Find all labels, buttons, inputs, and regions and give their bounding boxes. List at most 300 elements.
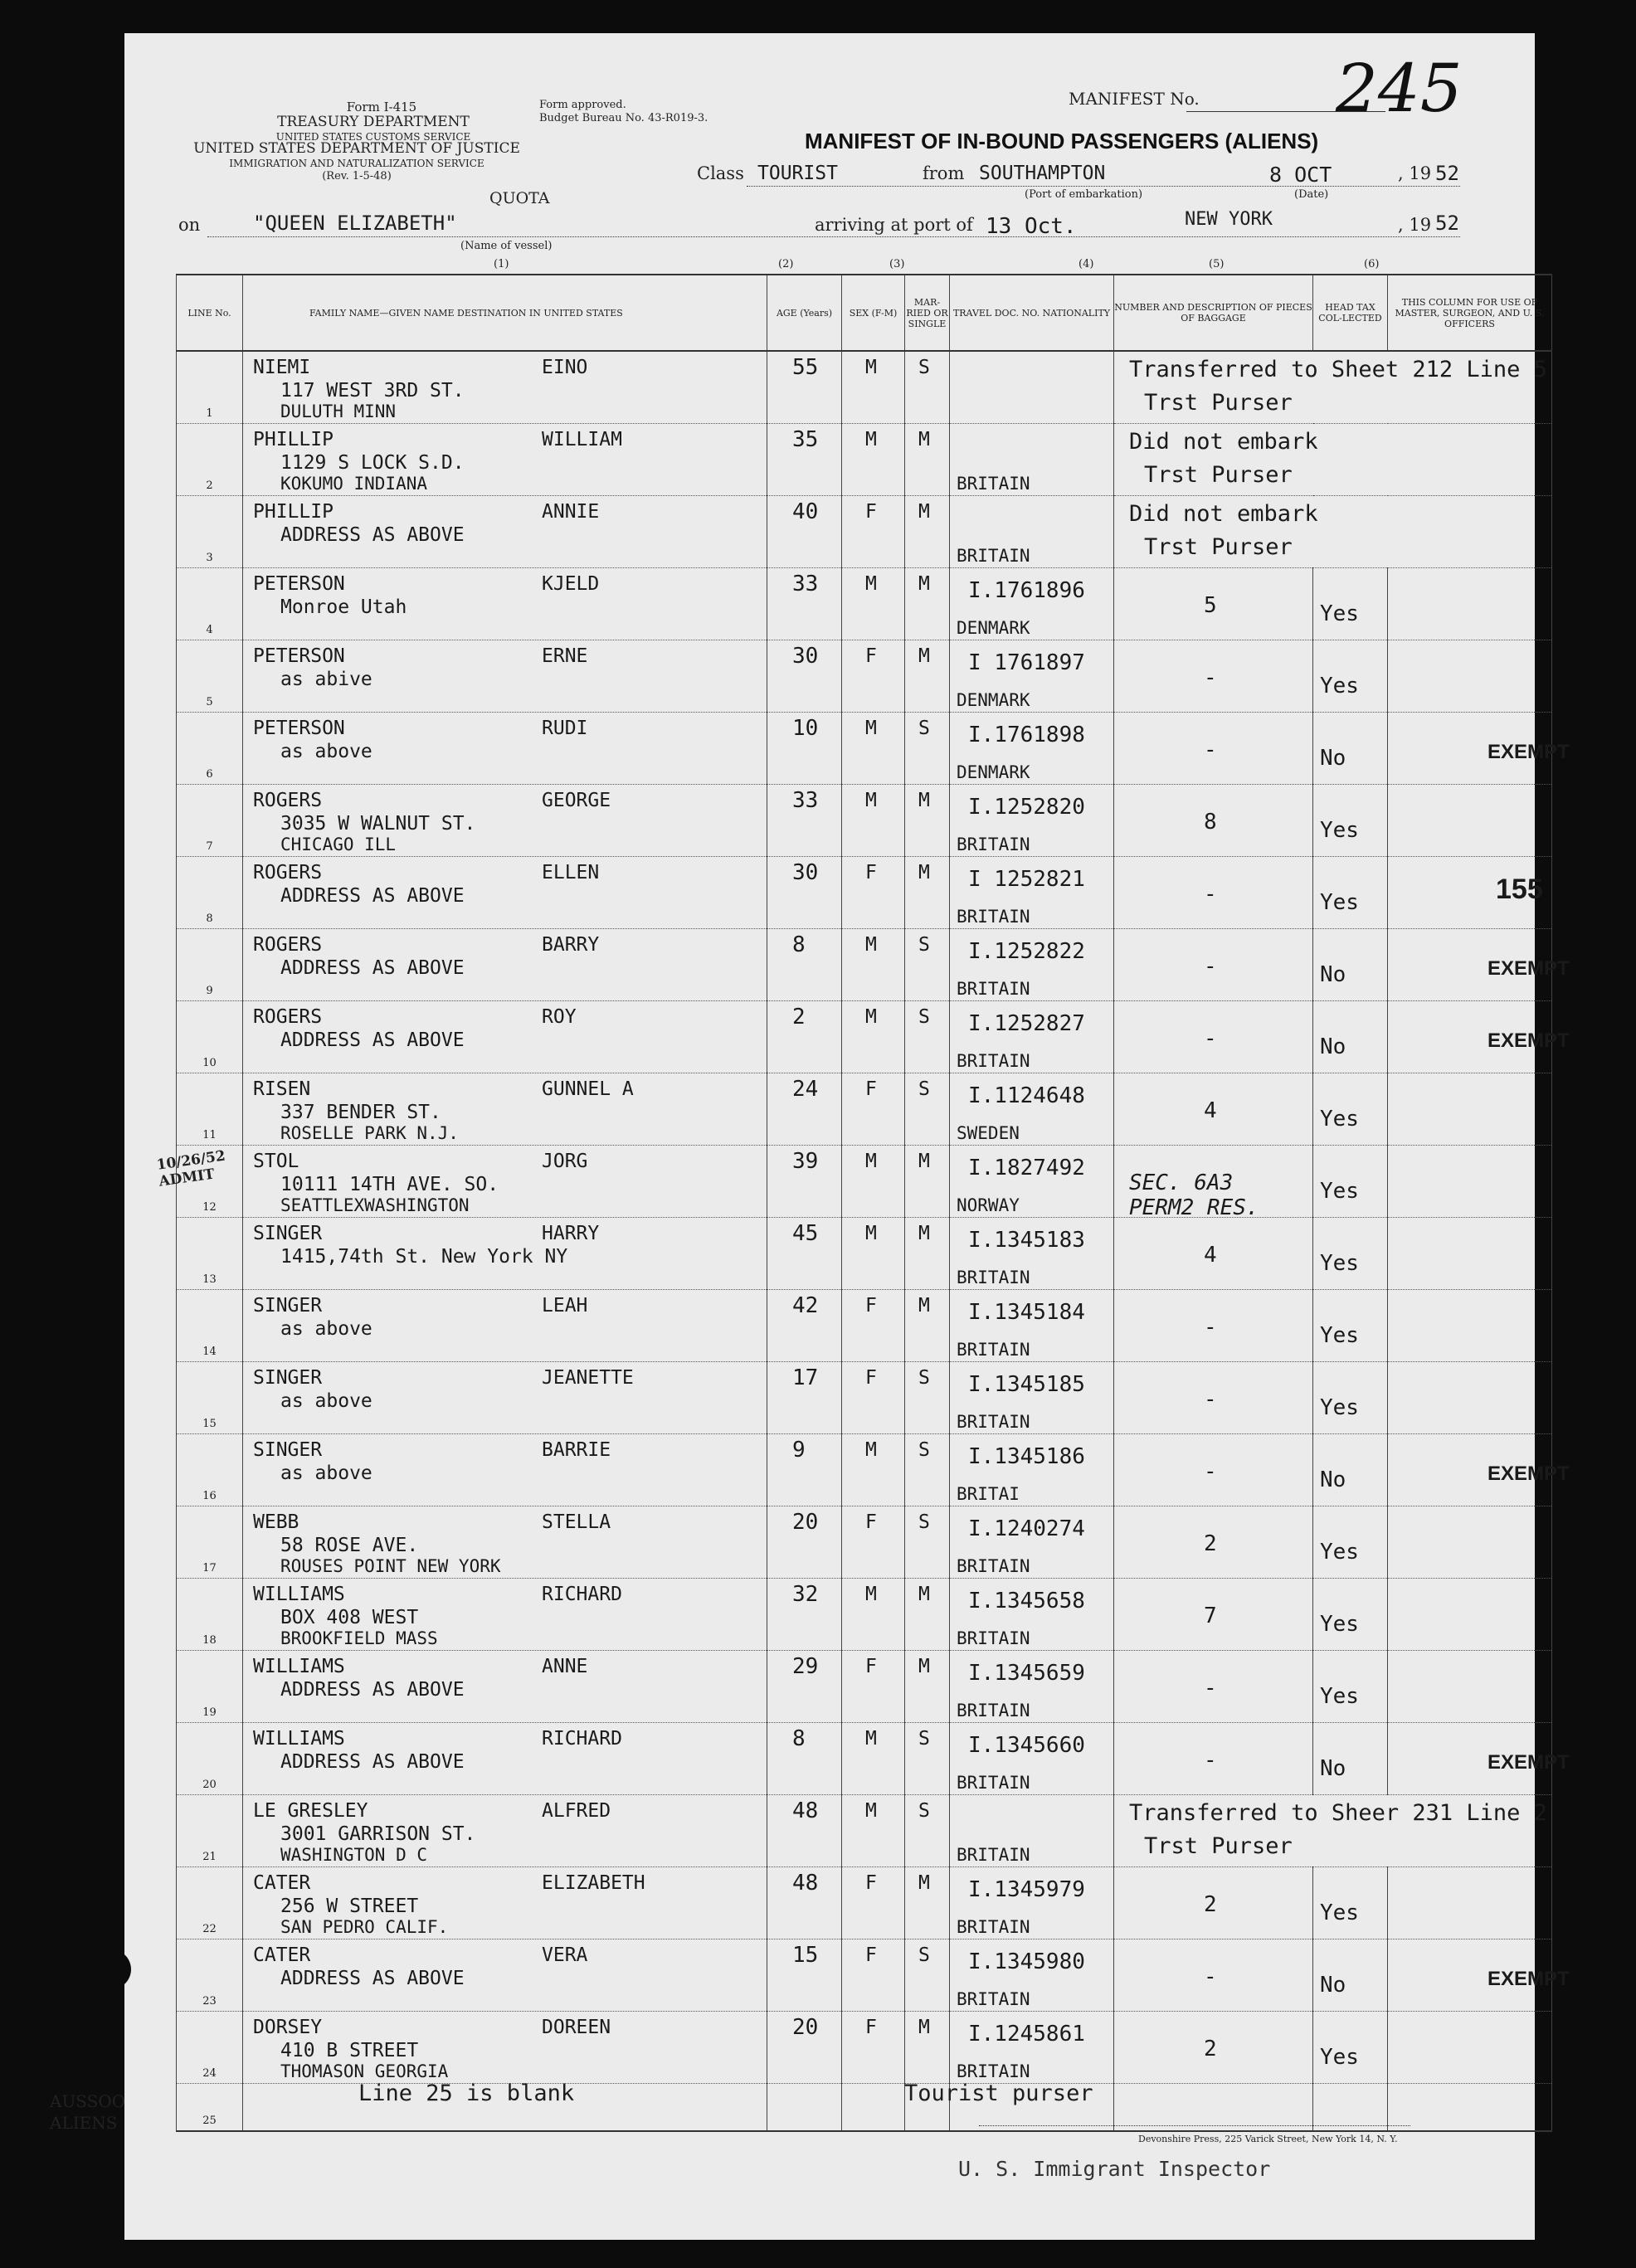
destination-line-2: ROSELLE PARK N.J.	[280, 1123, 459, 1143]
head-tax-cell	[1313, 785, 1388, 857]
sex-cell	[842, 424, 905, 496]
name-cell	[243, 713, 767, 785]
table-row	[177, 2012, 1552, 2084]
sex-cell	[842, 496, 905, 568]
travel-doc-number: I.1761896	[968, 578, 1085, 603]
head-tax-value: Yes	[1320, 1107, 1359, 1132]
given-name: STELLA	[542, 1511, 611, 1533]
marital-cell	[905, 1651, 950, 1723]
margin-note: AUSSOO ALIENS	[50, 2091, 126, 2133]
travel-doc-cell	[950, 640, 1114, 713]
name-cell	[243, 1723, 767, 1795]
table-row	[177, 1073, 1552, 1146]
nationality: BRITAIN	[957, 979, 1030, 999]
sex-value: F	[865, 1078, 877, 1100]
name-cell	[243, 1073, 767, 1146]
given-name: EINO	[542, 357, 588, 378]
travel-doc-number: I.1345660	[968, 1733, 1085, 1758]
sex-value: M	[865, 1006, 877, 1028]
from-value: SOUTHAMPTON	[979, 163, 1106, 184]
destination-line-2: THOMASON GEORGIA	[280, 2061, 449, 2081]
given-name: BARRY	[542, 934, 600, 956]
name-cell	[243, 1579, 767, 1651]
given-name: RUDI	[542, 718, 588, 739]
family-name: CATER	[253, 1872, 311, 1894]
age-value: 10	[792, 716, 819, 741]
baggage-cell	[1114, 1146, 1313, 1218]
officer-cell	[1388, 640, 1552, 713]
family-name: WILLIAMS	[253, 1656, 345, 1677]
destination-line-1: 337 BENDER ST.	[280, 1102, 441, 1123]
baggage-value: -	[1204, 665, 1217, 690]
marital-value: M	[918, 573, 930, 595]
nationality: DENMARK	[957, 762, 1030, 782]
admit-stamp: 10/26/52 ADMIT	[155, 1147, 226, 1190]
destination-line-2: SAN PEDRO CALIF.	[280, 1917, 449, 1937]
age-value: 20	[792, 1510, 819, 1535]
tourist-purser: Tourist purser	[904, 2081, 1093, 2106]
line-number-cell	[177, 424, 243, 496]
name-cell	[243, 929, 767, 1001]
officer-note: 155	[1496, 874, 1543, 905]
destination-line-1: 256 W STREET	[280, 1896, 419, 1917]
given-name: RICHARD	[542, 1728, 622, 1750]
family-name: DORSEY	[253, 2017, 323, 2038]
head-tax-cell	[1313, 857, 1388, 929]
marital-value: M	[918, 1656, 930, 1677]
transfer-note-cell	[1114, 1795, 1552, 1867]
officer-cell	[1388, 1579, 1552, 1651]
marital-cell	[905, 1434, 950, 1506]
age-value: 40	[792, 499, 819, 524]
name-cell	[243, 568, 767, 640]
head-tax-value: Yes	[1320, 674, 1359, 698]
sex-cell	[842, 640, 905, 713]
travel-doc-cell	[950, 496, 1114, 568]
marital-cell	[905, 929, 950, 1001]
baggage-value: 7	[1204, 1604, 1217, 1628]
punch-hole	[91, 1949, 131, 1989]
given-name: ANNIE	[542, 501, 600, 523]
sex-value: F	[865, 1295, 877, 1317]
table-row	[177, 1290, 1552, 1362]
quota-note: QUOTA	[489, 189, 550, 207]
officer-cell	[1388, 568, 1552, 640]
destination-line-1: ADDRESS AS ABOVE	[280, 1679, 465, 1701]
family-name: NIEMI	[253, 357, 311, 378]
marital-value: M	[918, 2017, 930, 2038]
marital-cell	[905, 785, 950, 857]
age-cell	[767, 929, 842, 1001]
marital-value: S	[918, 718, 930, 739]
head-tax-value: Yes	[1320, 1323, 1359, 1348]
col-baggage: NUMBER AND DESCRIPTION OF PIECES OF BAGGAGE	[1114, 275, 1313, 351]
marital-value: S	[918, 1511, 930, 1533]
col-officers: THIS COLUMN FOR USE OF MASTER, SURGEON, AND U. S. OFFICERS	[1388, 275, 1552, 351]
nationality: BRITAIN	[957, 835, 1030, 854]
col-num-2: (2)	[778, 258, 794, 270]
officer-cell	[1388, 1362, 1552, 1434]
table-row	[177, 1795, 1552, 1867]
destination-line-1: 10111 14TH AVE. SO.	[280, 1174, 499, 1195]
travel-doc-number: I.1245861	[968, 2022, 1085, 2047]
sex-cell	[842, 857, 905, 929]
arrival-year: 52	[1435, 212, 1459, 235]
line-number: 7	[206, 840, 213, 853]
revision: (Rev. 1-5-48)	[322, 170, 392, 183]
travel-doc-number: I 1252821	[968, 867, 1085, 892]
travel-doc-cell	[950, 1290, 1114, 1362]
family-name: WILLIAMS	[253, 1584, 345, 1605]
line-number: 24	[202, 2067, 217, 2080]
col-name: FAMILY NAME—GIVEN NAME DESTINATION IN UNITED STATES	[243, 275, 767, 351]
line-number-cell	[177, 857, 243, 929]
travel-doc-number: I.1124648	[968, 1083, 1085, 1108]
nationality: BRITAIN	[957, 474, 1030, 494]
head-tax-value: Yes	[1320, 818, 1359, 843]
given-name: GUNNEL A	[542, 1078, 634, 1100]
marital-value: S	[918, 934, 930, 956]
manifest-number: 245	[1336, 50, 1463, 127]
officer-cell	[1388, 1218, 1552, 1290]
nationality: BRITAIN	[957, 1556, 1030, 1576]
line-number: 17	[202, 1562, 217, 1574]
destination-line-2: SEATTLEXWASHINGTON	[280, 1195, 470, 1215]
marital-cell	[905, 2012, 950, 2084]
marital-cell	[905, 351, 950, 424]
given-name: ELLEN	[542, 862, 600, 883]
officer-cell	[1388, 929, 1570, 1001]
destination-line-1: 3035 W WALNUT ST.	[280, 813, 476, 835]
marital-value: S	[918, 1439, 930, 1461]
sex-value: M	[865, 429, 877, 450]
table-row	[177, 424, 1552, 496]
on-label: on	[178, 215, 201, 235]
age-value: 9	[792, 1438, 806, 1463]
line-number-cell	[177, 1795, 243, 1867]
head-tax-cell	[1313, 1218, 1388, 1290]
name-cell	[243, 1506, 767, 1579]
family-name: WEBB	[253, 1511, 299, 1533]
sex-value: M	[865, 1151, 877, 1172]
punch-hole	[68, 630, 108, 670]
purser-note: Trst Purser	[1144, 390, 1293, 416]
nationality: SWEDEN	[957, 1123, 1020, 1143]
officer-cell	[1388, 2012, 1552, 2084]
departure-year: 52	[1435, 162, 1459, 185]
table-row	[177, 713, 1552, 785]
age-cell	[767, 1579, 842, 1651]
table-row	[177, 1001, 1552, 1073]
destination-line-2: ROUSES POINT NEW YORK	[280, 1556, 501, 1576]
age-cell	[767, 1434, 842, 1506]
family-name: LE GRESLEY	[253, 1800, 368, 1822]
family-name: SINGER	[253, 1367, 323, 1389]
col-num-6: (6)	[1364, 258, 1380, 270]
travel-doc-cell	[950, 1146, 1114, 1218]
officer-cell	[1388, 1434, 1570, 1506]
officer-cell	[1388, 1001, 1570, 1073]
departure-date: 8 OCT	[1269, 163, 1332, 187]
family-name: CATER	[253, 1944, 311, 1966]
given-name: ANNE	[542, 1656, 588, 1677]
head-tax-cell	[1313, 1290, 1388, 1362]
line-number-cell	[177, 351, 243, 424]
line-number: 23	[202, 1995, 217, 2008]
officer-note: EXEMPT	[1487, 1968, 1570, 1990]
line-number: 10	[202, 1057, 217, 1069]
sex-value: F	[865, 1872, 877, 1894]
date-caption: (Date)	[1294, 188, 1329, 201]
age-value: 35	[792, 427, 819, 452]
baggage-cell	[1114, 1723, 1313, 1795]
printer-credit: Devonshire Press, 225 Varick Street, New York 14, N. Y.	[1138, 2134, 1398, 2144]
vessel-caption: (Name of vessel)	[460, 240, 553, 252]
baggage-value: 2	[1204, 1531, 1217, 1556]
line-number: 1	[206, 407, 213, 420]
destination-line-1: ADDRESS AS ABOVE	[280, 885, 465, 907]
line-number-cell	[177, 568, 243, 640]
sex-cell	[842, 1651, 905, 1723]
marital-value: M	[918, 1223, 930, 1244]
travel-doc-number: I.1345979	[968, 1877, 1085, 1902]
officer-cell	[1388, 785, 1552, 857]
age-cell	[767, 713, 842, 785]
nationality: BRITAIN	[957, 2061, 1030, 2081]
table-row	[177, 857, 1552, 929]
baggage-value: -	[1204, 954, 1217, 979]
baggage-value: 2	[1204, 2037, 1217, 2061]
age-value: 42	[792, 1293, 819, 1318]
head-tax-cell	[1313, 1579, 1388, 1651]
travel-doc-cell	[950, 424, 1114, 496]
col-age: AGE (Years)	[767, 275, 842, 351]
budget-bureau: Budget Bureau No. 43-R019-3.	[539, 112, 708, 124]
purser-note: Trst Purser	[1144, 462, 1293, 488]
baggage-cell	[1114, 1218, 1313, 1290]
arrival-port: NEW YORK	[1185, 209, 1273, 230]
age-cell	[767, 1867, 842, 1939]
age-cell	[767, 2012, 842, 2084]
destination-line-1: as above	[280, 741, 372, 762]
vessel-line	[207, 236, 1460, 237]
destination-line-1: 1129 S LOCK S.D.	[280, 452, 465, 474]
line-number-cell	[177, 713, 243, 785]
travel-doc-number: I 1761897	[968, 650, 1085, 675]
sex-value: M	[865, 1584, 877, 1605]
travel-doc-number: I.1345185	[968, 1372, 1085, 1397]
sex-value: F	[865, 2017, 877, 2038]
col-married: MAR-RIED OR SINGLE	[905, 275, 950, 351]
transfer-note-cell	[1114, 496, 1552, 568]
family-name: ROGERS	[253, 1006, 323, 1028]
name-cell	[243, 785, 767, 857]
nationality: BRITAIN	[957, 1628, 1030, 1648]
line-number: 18	[202, 1634, 217, 1647]
destination-line-1: as above	[280, 1463, 372, 1484]
nationality: BRITAI	[957, 1484, 1020, 1504]
destination-line-2: DULUTH MINN	[280, 402, 397, 421]
baggage-cell	[1114, 1073, 1313, 1146]
sex-cell	[842, 713, 905, 785]
name-cell	[243, 1867, 767, 1939]
line-number: 13	[202, 1273, 217, 1286]
line-number: 9	[206, 985, 213, 997]
travel-doc-cell	[950, 785, 1114, 857]
sex-value: F	[865, 862, 877, 883]
travel-doc-number: I.1345980	[968, 1949, 1085, 1974]
given-name: LEAH	[542, 1295, 588, 1317]
line-number: 3	[206, 552, 213, 564]
marital-value: S	[918, 1728, 930, 1750]
table-row	[177, 1867, 1552, 1939]
baggage-cell	[1114, 640, 1313, 713]
marital-value: M	[918, 1584, 930, 1605]
line-number-cell	[177, 1651, 243, 1723]
line-number: 20	[202, 1779, 217, 1791]
table-row	[177, 351, 1552, 424]
line-number: 19	[202, 1706, 217, 1719]
marital-cell	[905, 1290, 950, 1362]
manifest-title: MANIFEST OF IN-BOUND PASSENGERS (ALIENS)	[805, 129, 1319, 153]
given-name: RICHARD	[542, 1584, 622, 1605]
baggage-cell	[1114, 857, 1313, 929]
name-cell	[243, 351, 767, 424]
head-tax-value: No	[1320, 1034, 1346, 1059]
officer-note: EXEMPT	[1487, 1751, 1570, 1774]
baggage-value: -	[1204, 737, 1217, 762]
age-cell	[767, 1795, 842, 1867]
marital-cell	[905, 1073, 950, 1146]
age-cell	[767, 1290, 842, 1362]
head-tax-cell	[1313, 568, 1388, 640]
age-cell	[767, 351, 842, 424]
travel-doc-number: I.1252827	[968, 1011, 1085, 1036]
age-cell	[767, 1939, 842, 2012]
travel-doc-cell	[950, 1218, 1114, 1290]
baggage-value: -	[1204, 1315, 1217, 1340]
line-number-cell	[177, 2012, 243, 2084]
baggage-value: 2	[1204, 1892, 1217, 1917]
table-row	[177, 1434, 1552, 1506]
table-row	[177, 568, 1552, 640]
baggage-value: -	[1204, 882, 1217, 907]
head-tax-value: Yes	[1320, 2045, 1359, 2070]
table-row	[177, 1723, 1552, 1795]
travel-doc-cell	[950, 1939, 1114, 2012]
table-row	[177, 1362, 1552, 1434]
age-cell	[767, 857, 842, 929]
marital-value: S	[918, 1078, 930, 1100]
marital-value: M	[918, 645, 930, 667]
marital-cell	[905, 713, 950, 785]
given-name: BARRIE	[542, 1439, 611, 1461]
name-cell	[243, 1651, 767, 1723]
head-tax-cell	[1313, 2012, 1388, 2084]
class-label: Class	[697, 163, 744, 183]
marital-value: S	[918, 1944, 930, 1966]
marital-cell	[905, 640, 950, 713]
age-cell	[767, 1506, 842, 1579]
baggage-cell	[1114, 1867, 1313, 1939]
officer-cell	[1388, 1073, 1552, 1146]
col-num-4: (4)	[1078, 258, 1094, 270]
name-cell	[243, 1434, 767, 1506]
sex-value: M	[865, 1728, 877, 1750]
line-number: 22	[202, 1923, 217, 1935]
sex-cell	[842, 351, 905, 424]
head-tax-cell	[1313, 929, 1388, 1001]
age-cell	[767, 1723, 842, 1795]
line-number-cell	[177, 1001, 243, 1073]
marital-cell	[905, 1218, 950, 1290]
officer-note: EXEMPT	[1487, 1463, 1570, 1485]
marital-cell	[905, 1362, 950, 1434]
head-tax-cell	[1313, 1073, 1388, 1146]
punch-hole	[68, 1203, 108, 1243]
class-line	[747, 186, 1460, 187]
age-value: 33	[792, 572, 819, 596]
age-value: 17	[792, 1365, 819, 1390]
baggage-value: 8	[1204, 810, 1217, 835]
officer-cell	[1388, 1506, 1552, 1579]
destination-line-1: 3001 GARRISON ST.	[280, 1823, 476, 1845]
transfer-note-cell	[1114, 424, 1552, 496]
baggage-cell	[1114, 1579, 1313, 1651]
officer-cell	[1388, 713, 1570, 785]
line25-blank: Line 25 is blank	[358, 2081, 575, 2106]
sex-cell	[842, 1579, 905, 1651]
travel-doc-number: I.1761898	[968, 723, 1085, 747]
sex-cell	[842, 1795, 905, 1867]
baggage-cell	[1114, 1939, 1313, 2012]
officer-cell	[1388, 1146, 1552, 1218]
age-cell	[767, 1651, 842, 1723]
line-number-cell	[177, 1723, 243, 1795]
sex-cell	[842, 2012, 905, 2084]
year-label: , 19	[1398, 163, 1432, 183]
head-tax-cell	[1313, 1001, 1388, 1073]
age-value: 8	[792, 932, 806, 957]
travel-doc-number: I.1345659	[968, 1661, 1085, 1686]
head-tax-cell	[1313, 1723, 1388, 1795]
sex-value: M	[865, 934, 877, 956]
table-header	[177, 275, 1552, 351]
name-cell	[243, 1362, 767, 1434]
baggage-value: SEC. 6A3 PERM2 RES.	[1129, 1171, 1259, 1220]
marital-cell	[905, 1506, 950, 1579]
family-name: ROGERS	[253, 790, 323, 811]
age-cell	[767, 568, 842, 640]
marital-cell	[905, 1795, 950, 1867]
travel-doc-cell	[950, 1723, 1114, 1795]
destination-line-1: BOX 408 WEST	[280, 1607, 419, 1628]
sex-cell	[842, 1723, 905, 1795]
sex-value: F	[865, 645, 877, 667]
marital-cell	[905, 1579, 950, 1651]
table-row	[177, 640, 1552, 713]
given-name: WILLIAM	[542, 429, 622, 450]
head-tax-value: Yes	[1320, 890, 1359, 915]
line-number-cell	[177, 1506, 243, 1579]
given-name: ROY	[542, 1006, 577, 1028]
age-value: 30	[792, 860, 819, 885]
name-cell	[243, 496, 767, 568]
nationality: BRITAIN	[957, 1340, 1030, 1360]
line-number-cell	[177, 1362, 243, 1434]
sex-cell	[842, 1146, 905, 1218]
travel-doc-number: I.1827492	[968, 1156, 1085, 1180]
